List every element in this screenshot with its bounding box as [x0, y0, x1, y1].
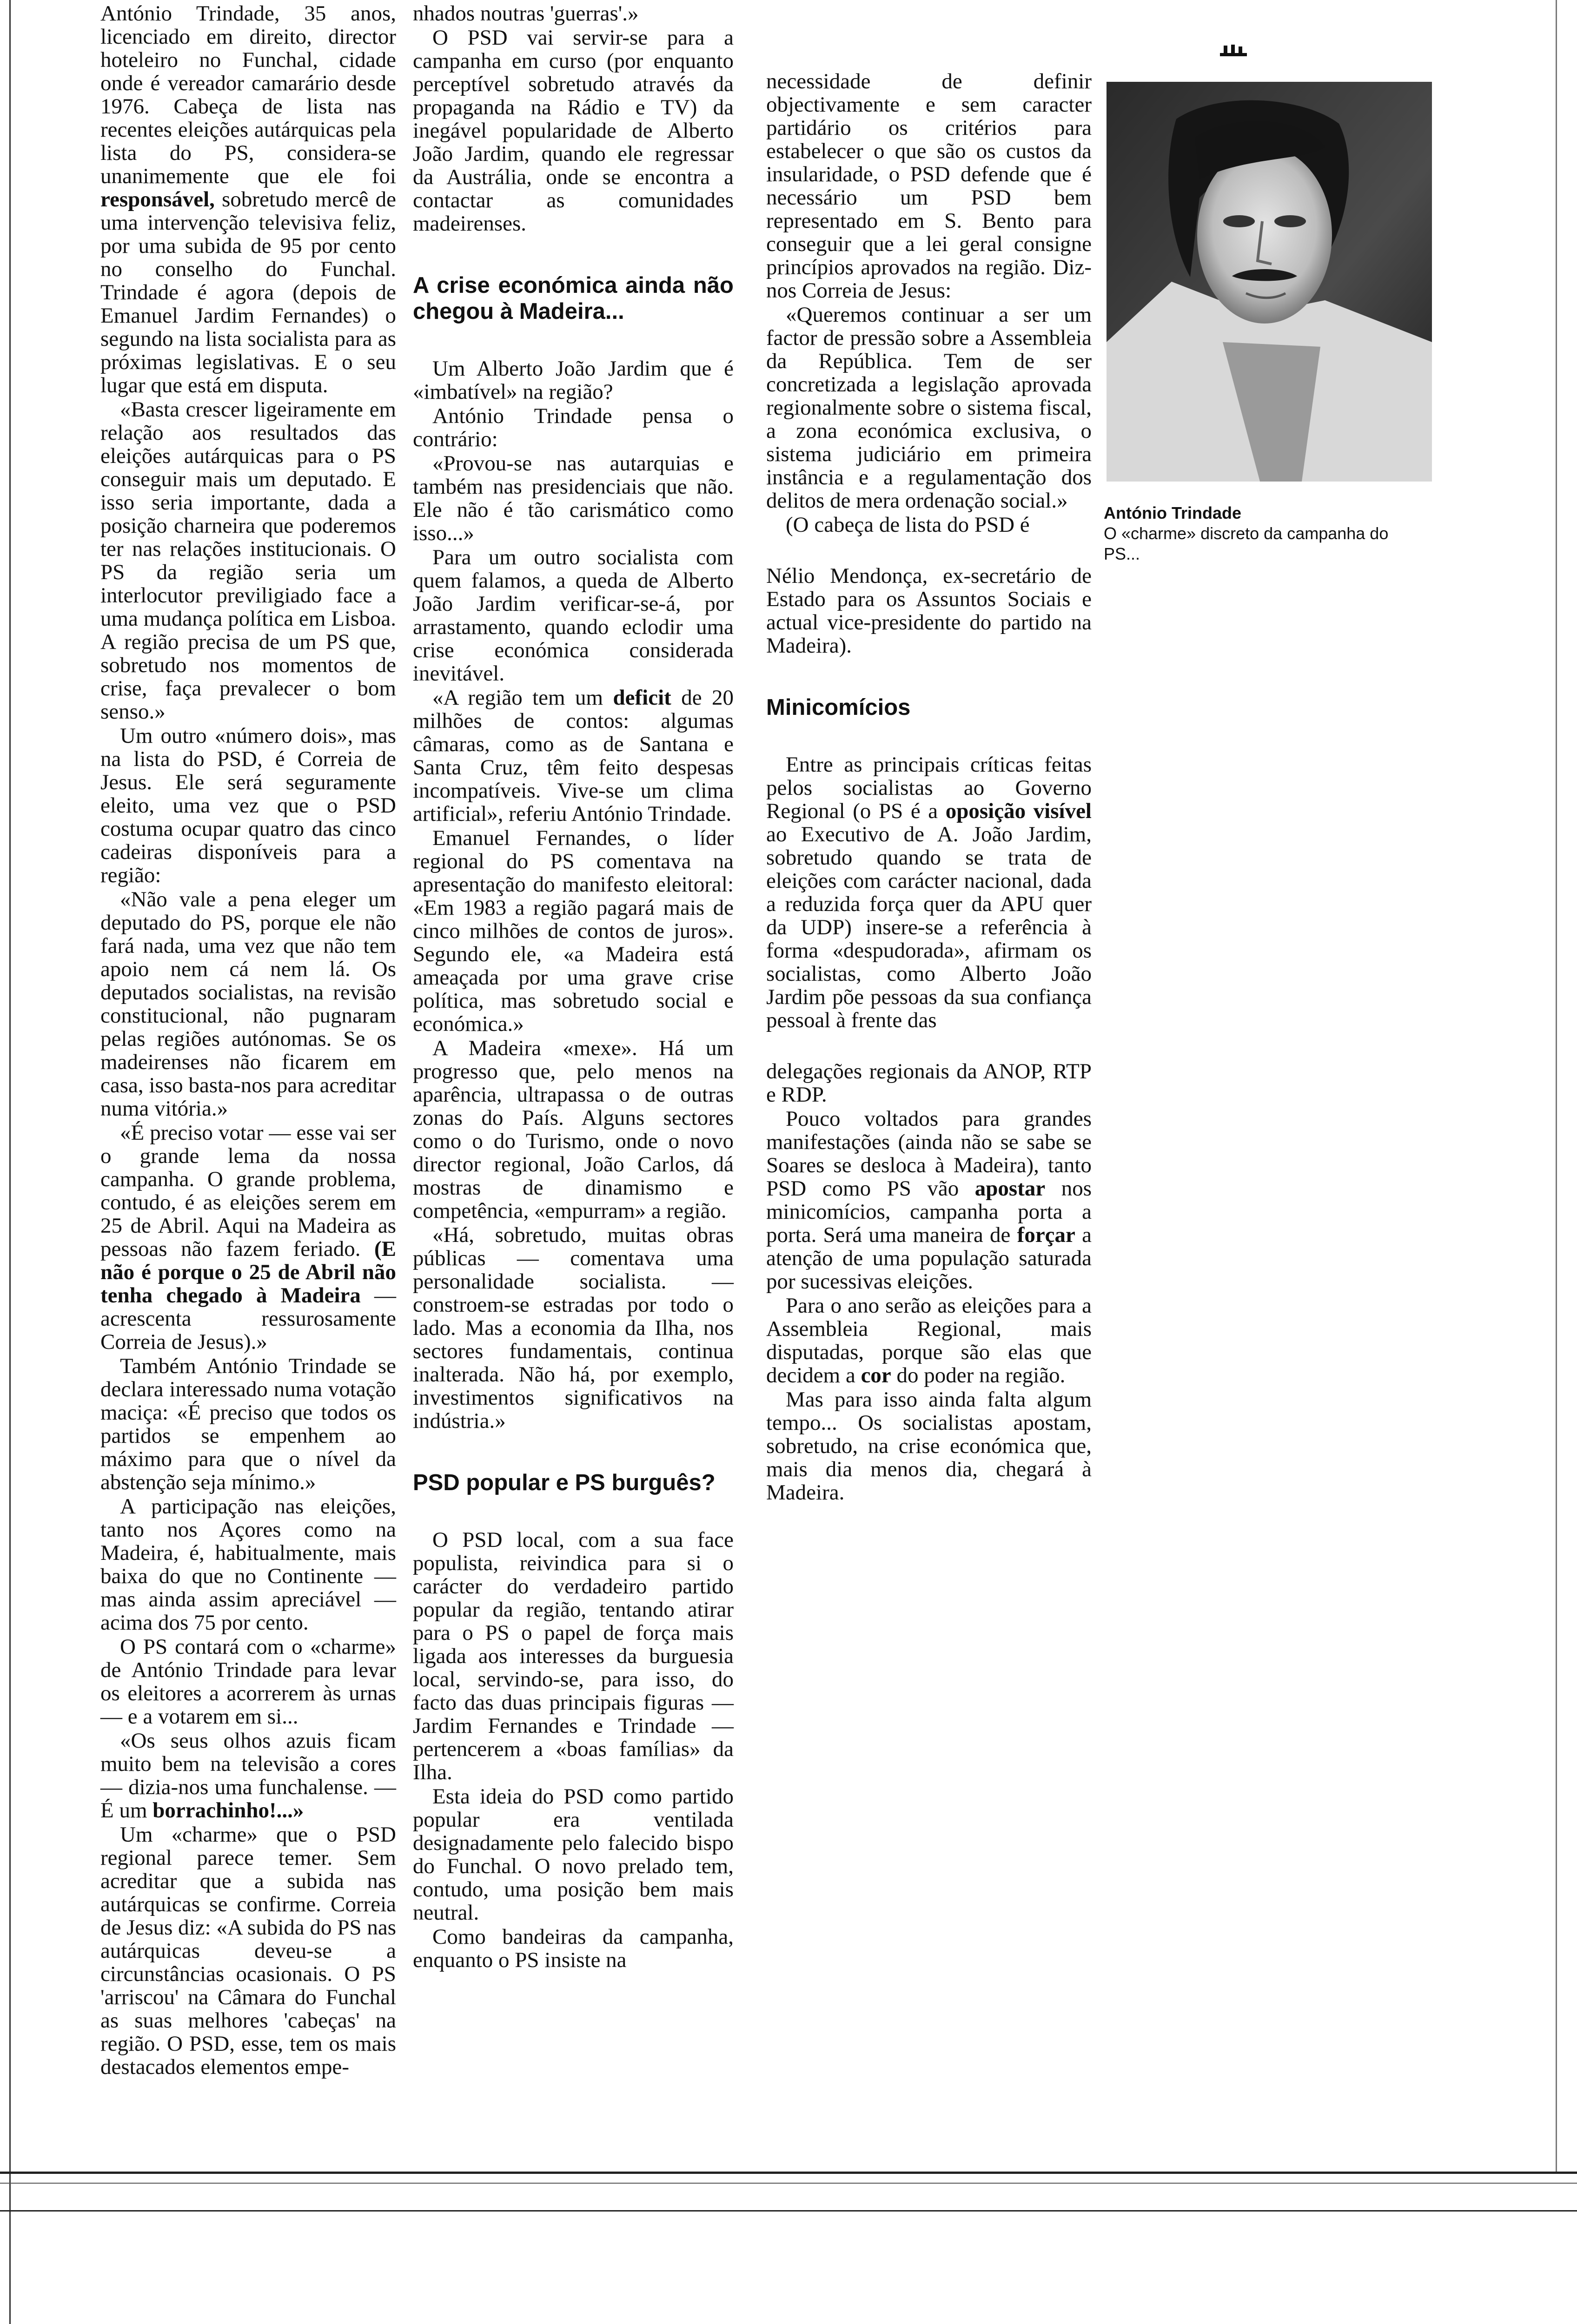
paragraph: «É preciso votar — esse vai ser o grande lema da nossa campanha. O grande problema, contudo, é as eleições serem em 25 de Abril. Aqui na Madeira as pessoas não fazem feriado. (E não é porque o 25 de Abril não tenha chegado à Madeira — acrescenta ressurosamente Correia de Jesus).» [100, 1121, 396, 1354]
paragraph: Como bandeiras da campanha, enquanto o PS insiste na [413, 1925, 734, 1972]
paragraph: «Provou-se nas autarquias e também nas presidenciais que não. Ele não é tão carismático como isso...» [413, 451, 734, 545]
paragraph: Mas para isso ainda falta algum tempo... Os socialistas apostam, sobretudo, na crise económica que, mais dia menos dia, chegará à Madeira. [766, 1387, 1092, 1505]
paragraph: «Há, sobretudo, muitas obras públicas — comentava uma personalidade socialista. — constroem-se estradas por todo o lado. Mas a economia da Ilha, nos sectores fundamentais, continua inalterada. Não há, por exemplo, investimentos significativos na indústria.» [413, 1223, 734, 1433]
bottom-rule-thin [0, 2183, 1577, 2184]
paragraph: Nélio Mendonça, ex-secretário de Estado para os Assuntos Sociais e actual vice-presidente do partido na Madeira). [766, 564, 1092, 658]
caption-name: António Trindade [1104, 503, 1241, 522]
paragraph: Também António Trindade se declara interessado numa votação maciça: «É preciso que todos os partidos se empenhem ao máximo para que o nível da abstenção seja mínimo.» [100, 1354, 396, 1494]
section-heading: A crise económica ainda não chegou à Madeira... [413, 273, 734, 324]
paragraph: A Madeira «mexe». Há um progresso que, pelo menos na aparência, ultrapassa o de outras zonas do País. Alguns sectores como o do Turismo, onde o novo director regional, João Carlos, dá mostras de dinamismo e competência, «empurram» a região. [413, 1036, 734, 1223]
portrait-image [1107, 82, 1432, 482]
paragraph: «A região tem um deficit de 20 milhões de contos: algumas câmaras, como as de Santana e Santa Cruz, têm feito despesas incompatíveis. Vive-se um clima artificial», referiu António Trindade. [413, 686, 734, 826]
paragraph: «Basta crescer ligeiramente em relação aos resultados das eleições autárquicas para o PS conseguir mais um deputado. E isso seria importante, dada a posição charneira que poderemos ter nas relações institucionais. O PS da região seria um interlocutor previligiado face a uma mudança política em Lisboa. A região precisa de um PS que, sobretudo nos momentos de crise, faça prevalecer o bom senso.» [100, 397, 396, 724]
paragraph: necessidade de definir objectivamente e sem caracter partidário os critérios para estabelecer o que são os custos da insularidade, o PSD defende que é necessário um PSD bem representado em S. Bento para conseguir que a lei geral consigne princípios aprovados na região. Diz-nos Correia de Jesus: [766, 69, 1092, 303]
article-column-3 [766, 70, 1092, 1504]
paragraph: Emanuel Fernandes, o líder regional do PS comentava na apresentação do manifesto eleitoral: «Em 1983 a região pagará mais de cinco milhões de contos de juros». Segundo ele, «a Madeira está ameaçada por uma grave crise política, mas sobretudo social e económica.» [413, 826, 734, 1036]
paragraph: Entre as principais críticas feitas pelos socialistas ao Governo Regional (o PS é a oposição visível ao Executivo de A. João Jardim, sobretudo quando se trata de eleições com carácter nacional, dada a reduzida força quer da APU quer da UDP) insere-se a referência à forma «despudorada», afirmam os socialistas, como Alberto João Jardim põe pessoas da sua confiança pessoal à frente das [766, 753, 1092, 1032]
portrait-photo [1107, 82, 1432, 482]
bottom-rule-lower [0, 2210, 1577, 2212]
caption-text: O «charme» discreto da campanha do PS... [1104, 524, 1389, 563]
paragraph: Para o ano serão as eleições para a Assembleia Regional, mais disputadas, porque são elas que decidem a cor do poder na região. [766, 1294, 1092, 1387]
paragraph: Para um outro socialista com quem falamos, a queda de Alberto João Jardim verificar-se-á, por arrastamento, quando eclodir uma crise económica considerada inevitável. [413, 545, 734, 686]
paragraph: A participação nas eleições, tanto nos Açores como na Madeira, é, habitualmente, mais baixa do que no Continente — mas ainda assim apreciável — acima dos 75 por cento. [100, 1494, 396, 1635]
paragraph: António Trindade, 35 anos, licenciado em direito, director hoteleiro no Funchal, cidade onde é vereador camarário desde 1976. Cabeça de lista nas recentes eleições autárquicas pela lista do PS, considera-se unanimemente que ele foi responsável, sobretudo mercê de uma intervenção televisiva feliz, por uma subida de 95 por cento no conselho do Funchal. Trindade é agora (depois de Emanuel Jardim Fernandes) o segundo na lista socialista para as próximas legislativas. E o seu lugar que está em disputa. [100, 1, 397, 397]
paragraph: «Queremos continuar a ser um factor de pressão sobre a Assembleia da República. Tem de ser concretizada a legislação aprovada regionalmente sobre o sistema fiscal, a zona económica exclusiva, o sistema judiciário em primeira instância e a regulamentação dos delitos de mera ordenação social.» [766, 303, 1092, 513]
paragraph: O PSD local, com a sua face populista, reivindica para si o carácter do verdadeiro partido popular da região, tentando atirar para o PS o papel de força mais ligada aos interesses da burguesia local, servindo-se, para isso, do facto das duas principais figuras — Jardim Fernandes e Trindade — pertencerem a «boas famílias» da Ilha. [413, 1528, 734, 1784]
masthead-mark [1217, 43, 1250, 59]
paragraph: «Os seus olhos azuis ficam muito bem na televisão a cores — dizia-nos uma funchalense. — É um borrachinho!...» [100, 1729, 396, 1822]
paragraph: nhados noutras 'guerras'.» [413, 1, 639, 26]
column-edge-rule [1556, 0, 1557, 2172]
section-heading: PSD popular e PS burguês? [413, 1470, 716, 1495]
section-heading: Minicomícios [766, 695, 911, 720]
paragraph: «Não vale a pena eleger um deputado do PS, porque ele não fará nada, uma vez que não tem apoio nem cá nem lá. Os deputados socialistas, na revisão constitucional, não pugnaram pelas regiões autónomas. Se os madeirenses não ficarem em casa, isso basta-nos para acreditar numa vitória.» [100, 887, 396, 1121]
paragraph: Pouco voltados para grandes manifestações (ainda não se sabe se Soares se desloca à Madeira), tanto PSD como PS vão apostar nos minicomícios, campanha porta a porta. Será uma maneira de forçar a atenção de uma população saturada por sucessivas eleições. [766, 1107, 1092, 1294]
paragraph: Um Alberto João Jardim que é «imbatível» na região? [413, 357, 734, 404]
paragraph: delegações regionais da ANOP, RTP e RDP. [766, 1059, 1092, 1107]
paragraph: O PSD vai servir-se para a campanha em curso (por enquanto perceptível sobretudo através da propaganda na Rádio e TV) da inegável popularidade de Alberto João Jardim, quando ele regressar da Austrália, onde se encontra a contactar as comunidades madeirenses. [413, 26, 734, 236]
paragraph: O PS contará com o «charme» de António Trindade para levar os eleitores a acorrerem às urnas — e a votarem em si... [100, 1635, 396, 1729]
article-column-2 [413, 2, 734, 1972]
photo-caption [1104, 503, 1429, 564]
page-edge-rule [9, 0, 11, 2324]
paragraph: António Trindade pensa o contrário: [413, 404, 734, 451]
paragraph: Um «charme» que o PSD regional parece temer. Sem acreditar que a subida nas autárquicas se confirme. Correia de Jesus diz: «A subida do PS nas autárquicas deveu-se a circunstâncias ocasionais. O PS 'arriscou' na Câmara do Funchal as suas melhores 'cabeças' na região. O PSD, esse, tem os mais destacados elementos empe- [100, 1822, 396, 2079]
bottom-rule [0, 2172, 1577, 2174]
paragraph: (O cabeça de lista do PSD é [786, 513, 1030, 537]
article-column-1 [100, 2, 396, 2079]
paragraph: Esta ideia do PSD como partido popular era ventilada designadamente pelo falecido bispo do Funchal. O novo prelado tem, contudo, uma posição bem mais neutral. [413, 1784, 734, 1925]
paragraph: Um outro «número dois», mas na lista do PSD, é Correia de Jesus. Ele será seguramente eleito, uma vez que o PSD costuma ocupar quatro das cinco cadeiras disponíveis para a região: [100, 724, 396, 887]
